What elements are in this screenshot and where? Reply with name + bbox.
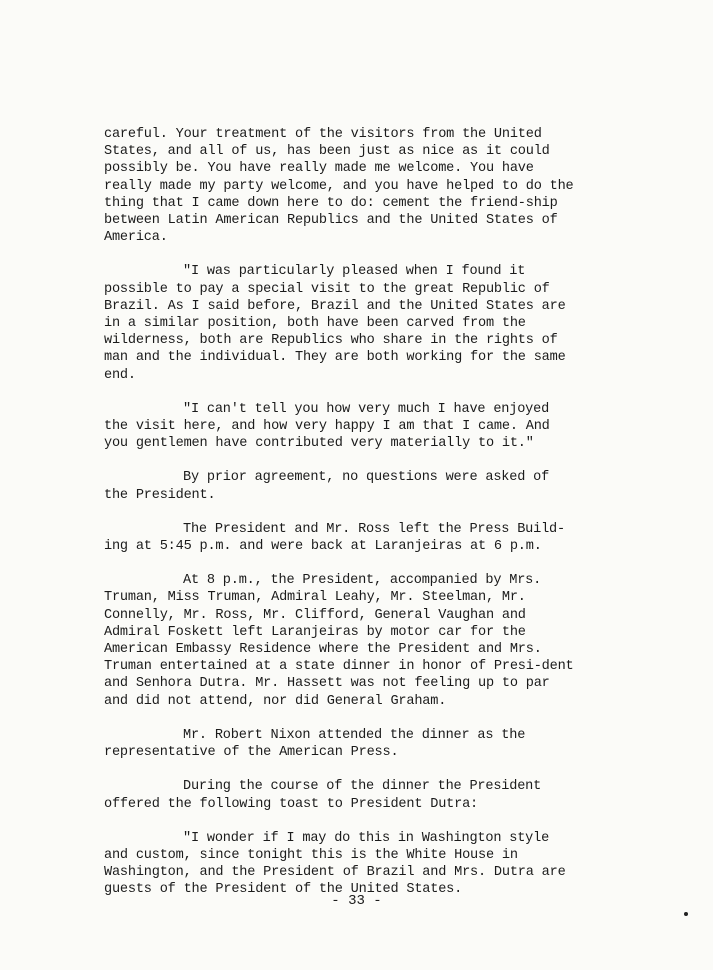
paragraph-8: During the course of the dinner the President offered the following toast to President Dutra:	[104, 779, 542, 812]
paragraph-7: Mr. Robert Nixon attended the dinner as the representative of the American Press.	[104, 727, 526, 761]
paragraph-4: By prior agreement, no questions were asked of the President.	[104, 470, 550, 503]
paragraph-6: At 8 p.m., the President, accompanied by Mrs. Truman, Miss Truman, Admiral Leahy, Mr. Steelman, Mr. Connelly, Mr. Ross, Mr. Clifford, General Vaughan and Admiral Foskett left Laranjeiras by motor car for the American Embassy Residence where the President and Mrs. Truman entertained at a state dinner in honor of Presi-dent and Senhora Dutra. Mr. Hassett was not feeling up to par and did not attend, nor did General Graham.	[104, 573, 574, 709]
paragraph-3: "I can't tell you how very much I have enjoyed the visit here, and how very happy I am that I came. And you gentlemen have contributed very materially to it."	[104, 401, 550, 452]
paragraph-9: "I wonder if I may do this in Washington style and custom, since tonight this is the White House in Washington, and the President of Brazil and Mrs. Dutra are guests of the President of the United States.	[104, 830, 566, 898]
paragraph-1: careful. Your treatment of the visitors from the United States, and all of us, has been just as nice as it could possibly be. You have really made me welcome. You have really made my party welcome, and you have helped to do the thing that I came down here to do: cement the friend-ship between Latin American Republics and the United States of America.	[104, 127, 574, 246]
paragraph-5: The President and Mr. Ross left the Press Build-ing at 5:45 p.m. and were back at Laranjeiras at 6 p.m.	[104, 521, 565, 555]
body-text	[104, 126, 574, 916]
page-number: - 33 -	[331, 893, 382, 909]
ink-speck	[684, 912, 688, 916]
paragraph-2: "I was particularly pleased when I found it possible to pay a special visit to the great Republic of Brazil. As I said before, Brazil and the United States are in a similar position, both have been carved from the wilderness, both are Republics who share in the rights of man and the individual. They are both working for the same end.	[104, 264, 566, 383]
